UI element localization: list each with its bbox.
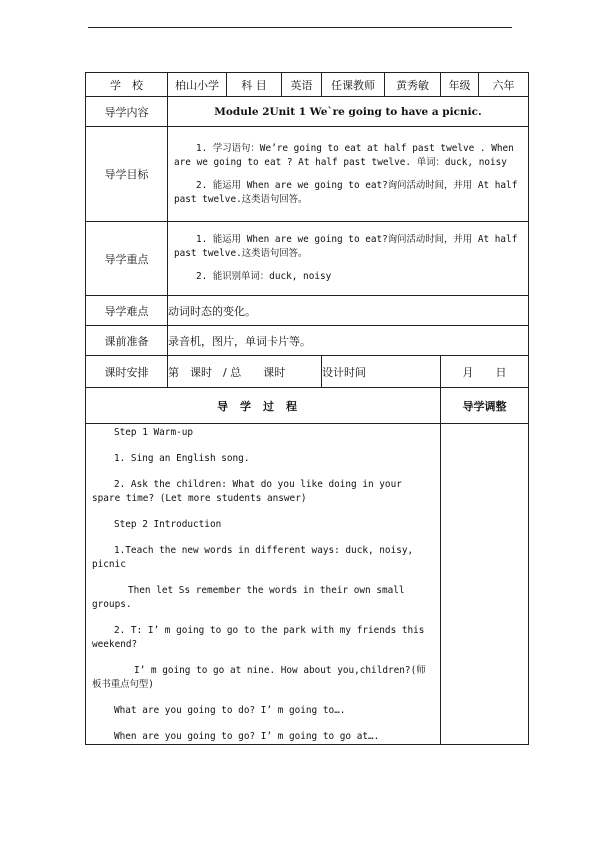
content-label: 导学内容 [86, 97, 168, 127]
goal-item: 1. 学习语句：We’re going to eat at half past twelve . When are we going to eat ? At half past twelve. 单词：duck, noisy [174, 142, 514, 168]
key-point-item: 1. 能运用 When are we going to eat?询问活动时间，并用 At half past twelve.这类语句回答。 [174, 234, 518, 259]
process-header-row [86, 388, 529, 424]
grade-value: 六年 [479, 73, 529, 97]
process-body [86, 424, 441, 745]
schedule-value: 第 课时 / 总 课时 [168, 356, 322, 388]
school-label: 学 校 [86, 73, 168, 97]
schedule-row [86, 356, 529, 388]
preparation-label: 课前准备 [86, 326, 168, 356]
key-points-row [86, 222, 529, 296]
process-line: 2. Ask the children: What do you like doing in your spare time? (Let more students answer) [92, 479, 402, 504]
lesson-plan-table [85, 72, 529, 745]
process-line: Step 2 Introduction [114, 519, 222, 530]
process-line: I’ m going to go at nine. How about you,children?(师板书重点句型) [92, 665, 426, 690]
date-value: 月 日 [441, 356, 529, 388]
difficulty-label: 导学难点 [86, 296, 168, 326]
process-line: What are you going to do? I’ m going to…. [114, 705, 346, 716]
goals-row [86, 127, 529, 222]
process-row [86, 424, 529, 745]
process-line: When are you going to go? I’ m going to go at…. [114, 731, 380, 742]
preparation-row [86, 326, 529, 356]
grade-label: 年级 [441, 73, 479, 97]
process-line: 1.Teach the new words in different ways: duck, noisy, picnic [92, 545, 414, 570]
process-line: Then let Ss remember the words in their own small groups. [92, 585, 405, 610]
process-line: 2. T: I’ m going to go to the park with my friends this weekend? [92, 625, 425, 650]
difficulty-value: 动词时态的变化。 [168, 296, 529, 326]
content-row [86, 97, 529, 127]
preparation-value: 录音机，图片，单词卡片等。 [168, 326, 529, 356]
design-time-label: 设计时间 [322, 356, 441, 388]
goals-label: 导学目标 [86, 127, 168, 222]
process-line: 1. Sing an English song. [114, 453, 250, 464]
key-points-label: 导学重点 [86, 222, 168, 296]
header-rule [88, 27, 512, 28]
key-points-cell [168, 222, 529, 296]
key-point-item: 2. 能识别单词：duck, noisy [196, 271, 332, 282]
subject-label: 科 目 [227, 73, 282, 97]
adjust-header: 导学调整 [441, 388, 529, 424]
teacher-label: 任课教师 [322, 73, 385, 97]
subject-value: 英语 [282, 73, 322, 97]
goal-item: 2. 能运用 When are we going to eat?询问活动时间，并用 At half past twelve.这类语句回答。 [174, 179, 518, 205]
teacher-value: 黄秀敏 [385, 73, 441, 97]
header-row [86, 73, 529, 97]
process-line: Step 1 Warm-up [114, 427, 194, 438]
schedule-label: 课时安排 [86, 356, 168, 388]
goals-cell [168, 127, 529, 222]
adjust-column [441, 424, 529, 745]
lesson-title: Module 2Unit 1 We`re going to have a picnic. [168, 97, 529, 127]
difficulty-row [86, 296, 529, 326]
school-value: 柏山小学 [168, 73, 227, 97]
process-header: 导学过程 [86, 388, 441, 424]
